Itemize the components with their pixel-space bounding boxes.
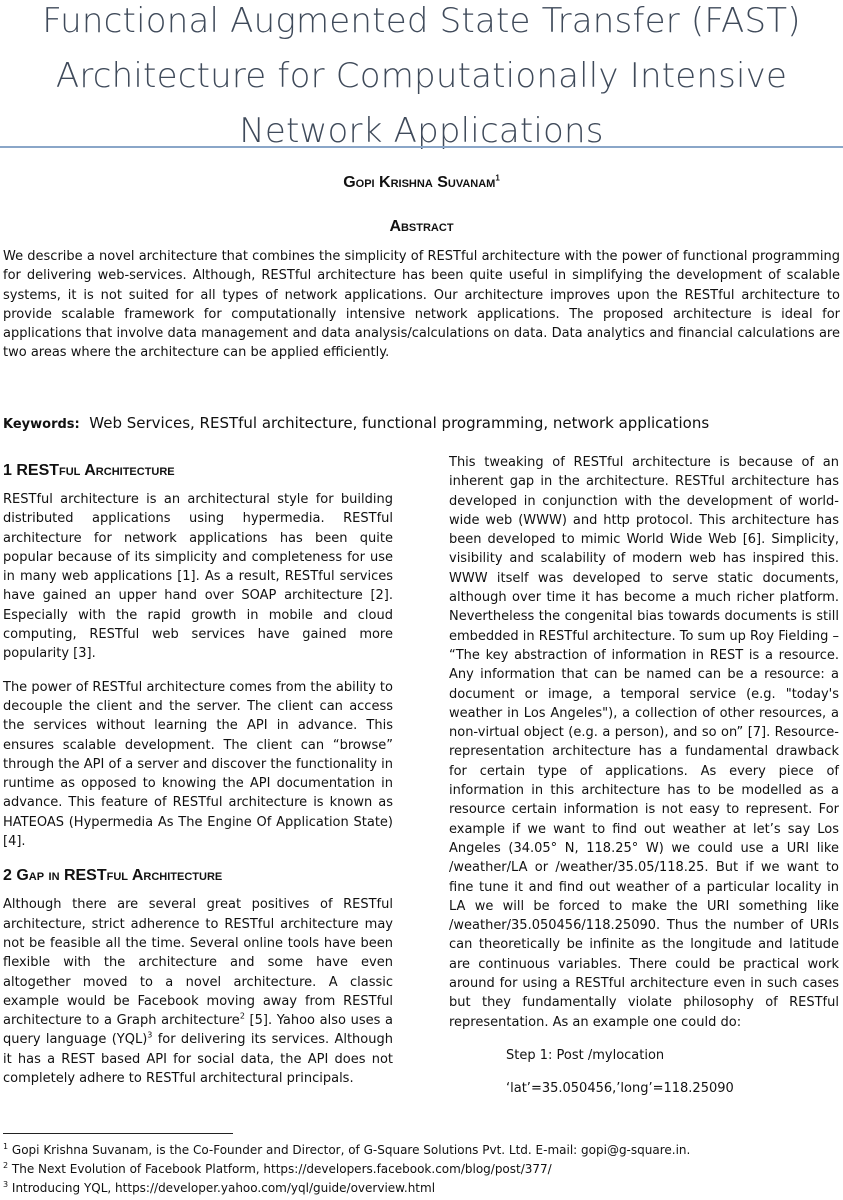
step-1-label: Step 1: Post /mylocation xyxy=(506,1047,665,1063)
right-column xyxy=(449,453,839,1099)
keywords-label: Keywords: xyxy=(3,417,80,432)
step-1-body: ‘lat’=35.050456,’long’=118.25090 xyxy=(506,1081,734,1097)
footnote-2: $^2$ The Next Evolution of Facebook Platform, https://developers.facebook.com/blog/post/377/ xyxy=(3,1161,552,1176)
author-line xyxy=(0,174,843,192)
section-2-paragraph: Although there are several great positives of RESTful architecture, strict adherence to RESTful architecture may not be feasible all the time. Several online tools have been flexible with the architecture and some have even altogether moved to a novel architecture. A classic example would be Facebook moving away from RESTful architecture to a Graph architecture$^2$ [5]. Yahoo also uses a query language (YQL)$^3$ for delivering its services. Although it has a REST based API for social data, the API does not completely adhere to RESTful architectural principals. xyxy=(3,897,394,1087)
footnote-3: $^3$ Introducing YQL, https://developer.yahoo.com/yql/guide/overview.html xyxy=(3,1180,436,1195)
footnote-ref-3: 3 xyxy=(147,1031,153,1041)
author-name: Gopi Krishna Suvanam xyxy=(343,174,496,191)
footnote-1: $^1$ Gopi Krishna Suvanam, is the Co-Founder and Director, of G-Square Solutions Pvt. Ltd. E-mail: gopi@g-square.in. xyxy=(3,1142,691,1157)
title-line-3: Network Applications xyxy=(239,111,604,151)
footnotes xyxy=(3,1141,840,1198)
keywords-line xyxy=(3,413,840,435)
left-column xyxy=(3,460,393,1088)
title-divider xyxy=(0,146,843,148)
gap-paragraph: This tweaking of RESTful architecture is because of an inherent gap in the architecture. RESTful architecture has developed in conjunction with the development of world-wide web (WWW) and http protocol. This architecture has been developed to mimic World Wide Web [6]. Simplicity, visibility and scalability of modern web has inspired this. WWW itself was developed to serve static documents, although over time it has become a much richer platform. Nevertheless the congenital bias towards documents is still embedded in RESTful architecture. To sum up Roy Fielding – “The key abstraction of information in REST is a resource. Any information that can be named can be a resource: a document or image, a temporal service (e.g. "today's weather in Los Angeles"), a collection of other resources, a non-virtual object (e.g. a person), and so on” [7]. Resource-representation architecture has a fundamental drawback for certain type of applications. As every piece of information in this architecture has to be modelled as a resource certain information is not easy to represent. For example if we want to find out weather at let’s say Los Angeles (34.05° N, 118.25° W) we could use a URI like /weather/LA or /weather/35.05/118.25. But if we want to fine tune it and find out weather of a particular locality in LA we will be forced to make the URI something like /weather/35.050456/118.25090. Thus the number of URIs can theoretically be infinite as the longitude and latitude are continuous variables. There could be practical work around for using a RESTful architecture even in such cases but they fundamentally violate philosophy of RESTful representation. As an example one could do: xyxy=(449,455,839,1030)
title-line-1: Functional Augmented State Transfer (FAST) xyxy=(42,1,801,41)
paper-title xyxy=(0,0,843,159)
section-1-heading: 1 RESTful Architecture xyxy=(3,462,175,479)
section-1-paragraph-1: RESTful architecture is an architectural style for building distributed applications using hypermedia. RESTful architecture for network applications has been quite popular because of its simplicity and completeness for use in many web applications [1]. As a result, RESTful services have gained an upper hand over SOAP architecture [2]. Especially with the rapid growth in mobile and cloud computing, RESTful web services have gained more popularity [3]. xyxy=(3,492,393,662)
footnote-ref-2: 2 xyxy=(239,1011,245,1021)
abstract-heading: Abstract xyxy=(389,218,454,235)
abstract-text: We describe a novel architecture that combines the simplicity of RESTful architecture with the power of functional programming for delivering web-services. Although, RESTful architecture has been quite useful in simplifying the development of scalable systems, it is not suited for all types of network applications. Our architecture improves upon the RESTful architecture to provide scalable framework for computationally intensive network applications. The proposed architecture is ideal for applications that involve data management and data analysis/calculations on data. Data analytics and financial calculations are two areas where the architecture can be applied efficiently. xyxy=(3,249,840,361)
section-1-paragraph-2: The power of RESTful architecture comes from the ability to decouple the client and the server. The client can access the services without learning the API in advance. This ensures scalable development. The client can “browse” through the API of a server and discover the functionality in runtime as opposed to knowing the API documentation in advance. This feature of RESTful architecture is known as HATEOAS (Hypermedia As The Engine Of Application State) [4]. xyxy=(3,679,393,850)
keywords-text: Web Services, RESTful architecture, functional programming, network applications xyxy=(89,414,710,432)
title-line-2: Architecture for Computationally Intensive xyxy=(55,56,788,96)
footnote-divider xyxy=(3,1133,233,1134)
author-footnote-mark: 1 xyxy=(495,173,500,183)
section-2-heading: 2 Gap in RESTful Architecture xyxy=(3,867,223,885)
